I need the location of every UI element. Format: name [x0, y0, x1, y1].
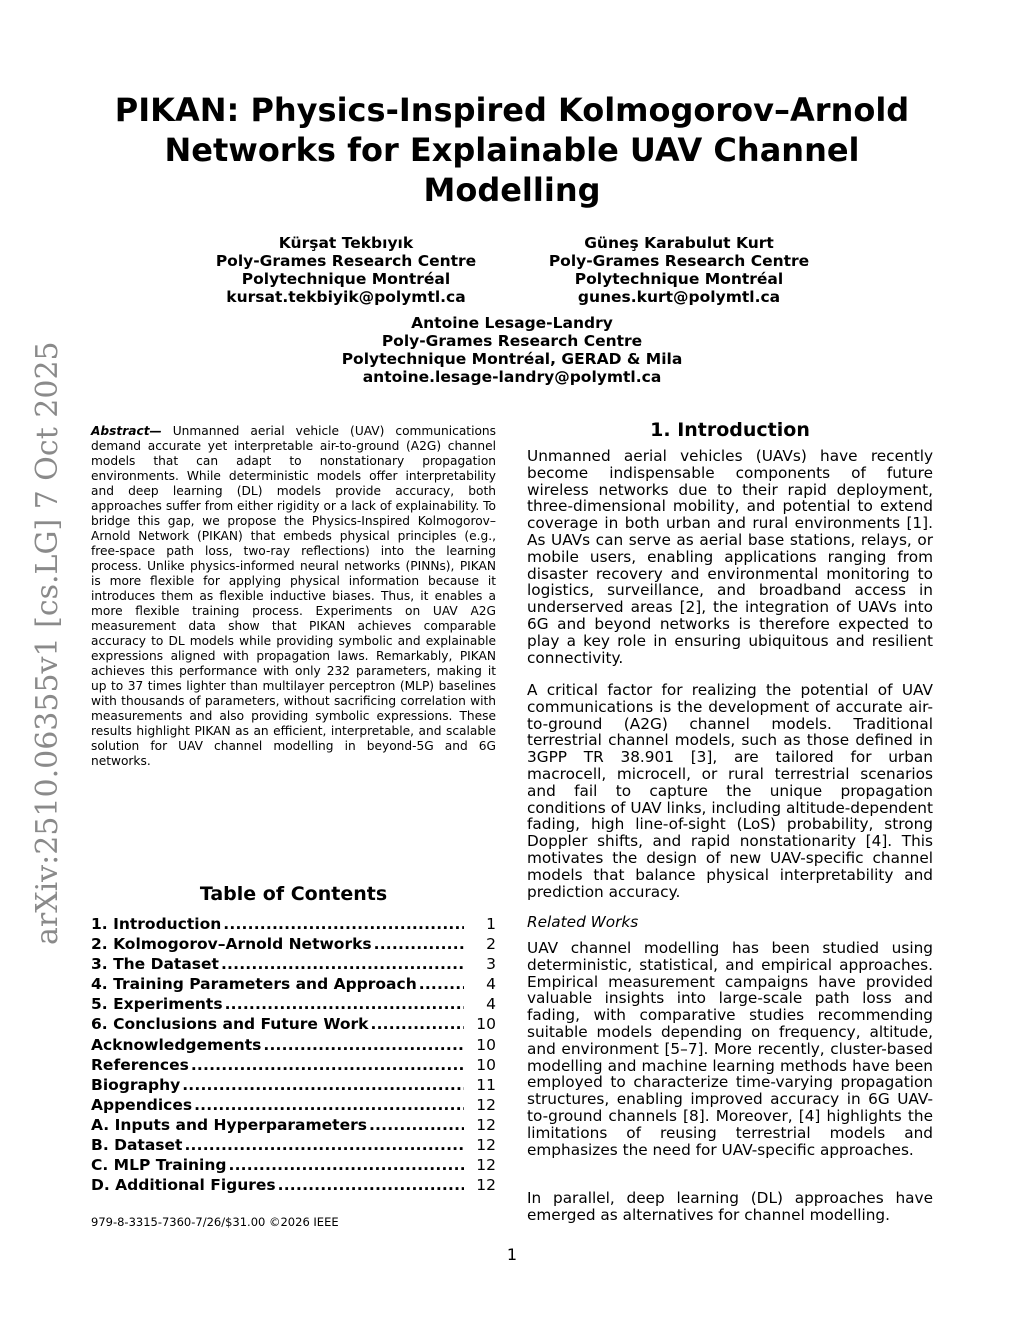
- toc-leader: [221, 954, 464, 974]
- abstract: [91, 424, 496, 769]
- toc-entry-label: 5. Experiments: [91, 995, 223, 1014]
- toc-leader: [184, 1135, 464, 1155]
- author-name: Güneş Karabulut Kurt: [584, 234, 774, 252]
- toc-entry-experiments[interactable]: [91, 994, 496, 1014]
- author-institution: Polytechnique Montréal: [574, 270, 784, 288]
- toc-entry-page: 12: [476, 1095, 496, 1114]
- related-works-paragraph: UAV channel modelling has been studied using deterministic, statistical, and empirical approaches. Empirical measurement campaigns have provided valuable insights into large-scale path loss and fading, with comparative studies recommending suitable models depending on frequency, altitude, and environment [5–7]. More recently, cluster-based modelling and machine learning methods have been employed to characterize time-varying propagation structures, enabling improved accuracy in 6G UAV-to-ground channels [8]. Moreover, [4] highlights the limitations of reusing terrestrial models and emphasizes the need for UAV-specific approaches.: [527, 939, 933, 1159]
- toc-entry-references[interactable]: [91, 1055, 496, 1075]
- author-name: Antoine Lesage-Landry: [411, 314, 613, 332]
- table-of-contents: [91, 914, 496, 1195]
- toc-leader: [228, 1155, 464, 1175]
- toc-entry-kan[interactable]: [91, 934, 496, 954]
- abstract-text: Unmanned aerial vehicle (UAV) communications demand accurate yet interpretable air-to-ground (A2G) channel models that can adapt to nonstationary propagation environments. While deterministic models offer interpretability and deep learning (DL) models provide accuracy, both approaches suffer from either rigidity or a lack of explainability. To bridge this gap, we propose the Physics-Inspired Kolmogorov–Arnold Network (PIKAN) that embeds physical principles (e.g., free-space path loss, two-ray reflections) into the learning process. Unlike physics-informed neural networks (PINNs), PIKAN is more flexible for applying physical information because it introduces them as flexible inductive biases. Thus, it enables a more flexible training process. Experiments on UAV A2G measurement data show that PIKAN achieves comparable accuracy to DL models while providing symbolic and explainable expressions aligned with propagation laws. Remarkably, PIKAN achieves this performance with only 232 parameters, making it up to 37 times lighter than multilayer perceptron (MLP) baselines with thousands of parameters, without sacrificing correlation with measurements and also providing symbolic expressions. These results highlight PIKAN as an efficient, interpretable, and scalable solution for UAV channel modelling in beyond-5G and 6G networks.: [91, 424, 496, 768]
- toc-leader: [371, 1014, 465, 1034]
- author-institution: Polytechnique Montréal: [241, 270, 451, 288]
- toc-entry-inputs[interactable]: [91, 1115, 496, 1135]
- related-works-heading: Related Works: [527, 913, 639, 931]
- toc-entry-label: C. MLP Training: [91, 1156, 227, 1175]
- toc-entry-page: 10: [476, 1015, 496, 1034]
- author-email: antoine.lesage-landry@polymtl.ca: [362, 368, 662, 386]
- author-affiliation: Poly-Grames Research Centre: [548, 252, 810, 270]
- toc-entry-label: 2. Kolmogorov–Arnold Networks: [91, 935, 372, 954]
- author-affiliation: Poly-Grames Research Centre: [215, 252, 477, 270]
- toc-entry-page: 12: [476, 1176, 496, 1195]
- toc-entry-figures[interactable]: [91, 1175, 496, 1195]
- toc-leader: [374, 934, 464, 954]
- toc-entry-page: 3: [486, 955, 496, 974]
- copyright-notice: 979-8-3315-7360-7/26/$31.00 ©2026 IEEE: [91, 1215, 339, 1229]
- toc-leader: [223, 914, 464, 934]
- toc-leader: [369, 1115, 464, 1135]
- toc-leader: [182, 1075, 464, 1095]
- toc-entry-mlp[interactable]: [91, 1155, 496, 1175]
- toc-entry-conclusions[interactable]: [91, 1014, 496, 1034]
- toc-entry-page: 12: [476, 1136, 496, 1155]
- toc-entry-label: D. Additional Figures: [91, 1176, 276, 1195]
- related-works-paragraph: In parallel, deep learning (DL) approaches have emerged as alternatives for channel modelling.: [527, 1189, 933, 1224]
- toc-entry-b-dataset[interactable]: [91, 1135, 496, 1155]
- toc-entry-label: Biography: [91, 1075, 181, 1094]
- abstract-label: Abstract—: [91, 424, 162, 438]
- section-heading-introduction: 1. Introduction: [650, 419, 810, 441]
- toc-entry-label: A. Inputs and Hyperparameters: [91, 1115, 367, 1134]
- author-block-1: [186, 234, 506, 306]
- toc-entry-training[interactable]: [91, 974, 496, 994]
- author-affiliation: Poly-Grames Research Centre: [381, 332, 643, 350]
- toc-entry-page: 10: [476, 1055, 496, 1074]
- author-institution: Polytechnique Montréal, GERAD & Mila: [341, 350, 683, 368]
- toc-entry-page: 1: [486, 915, 496, 933]
- toc-entry-label: 3. The Dataset: [91, 955, 219, 974]
- toc-entry-page: 10: [476, 1035, 496, 1054]
- paper-title: PIKAN: Physics-Inspired Kolmogorov–Arnold Networks for Explainable UAV Channel Modelling: [114, 91, 910, 209]
- toc-leader: [263, 1035, 464, 1055]
- toc-entry-page: 4: [486, 975, 496, 994]
- toc-entry-acknowledgements[interactable]: [91, 1035, 496, 1055]
- toc-entry-label: 1. Introduction: [91, 915, 222, 933]
- author-name: Kürşat Tekbıyık: [278, 234, 414, 252]
- toc-entry-dataset[interactable]: [91, 954, 496, 974]
- toc-entry-label: B. Dataset: [91, 1136, 183, 1155]
- author-email: gunes.kurt@polymtl.ca: [577, 288, 781, 306]
- toc-entry-introduction[interactable]: [91, 914, 496, 934]
- toc-leader: [225, 994, 464, 1014]
- author-email: kursat.tekbiyik@polymtl.ca: [226, 288, 466, 306]
- intro-paragraph: A critical factor for realizing the potential of UAV communications is the development of accurate air-to-ground (A2G) channel models. Traditional terrestrial channel models, such as those defined in 3GPP TR 38.901 [3], are tailored for urban macrocell, microcell, or rural terrestrial scenarios and fail to capture the unique propagation conditions of UAV links, including altitude-dependent fading, high line-of-sight (LoS) probability, strong Doppler shifts, and rapid nonstationarity [4]. This motivates the design of new UAV-specific channel models that balance physical interpretability and prediction accuracy.: [527, 681, 933, 901]
- toc-entry-biography[interactable]: [91, 1075, 496, 1095]
- toc-leader: [278, 1175, 464, 1195]
- toc-entry-page: 2: [486, 935, 496, 954]
- toc-entry-label: 4. Training Parameters and Approach: [91, 975, 417, 994]
- toc-entry-page: 12: [476, 1115, 496, 1134]
- toc-entry-label: Appendices: [91, 1095, 193, 1114]
- intro-paragraph: Unmanned aerial vehicles (UAVs) have recently become indispensable components of future wireless networks due to their rapid deployment, three-dimensional mobility, and potential to extend coverage in both urban and rural environments [1]. As UAVs can serve as aerial base stations, relays, or mobile users, enabling applications ranging from disaster recovery and environmental monitoring to logistics, surveillance, and broadband access in underserved areas [2], the integration of UAVs into 6G and beyond networks is therefore expected to play a key role in ensuring ubiquitous and resilient connectivity.: [527, 447, 933, 667]
- author-block-2: [519, 234, 839, 306]
- toc-title: Table of Contents: [199, 883, 388, 905]
- toc-leader: [191, 1055, 464, 1075]
- toc-entry-appendices[interactable]: [91, 1095, 496, 1115]
- toc-leader: [419, 974, 464, 994]
- toc-entry-label: References: [91, 1055, 189, 1074]
- page-number: 1: [506, 1245, 518, 1264]
- arxiv-identifier: arXiv:2510.06355v1 [cs.LG] 7 Oct 2025: [30, 341, 65, 945]
- toc-entry-page: 11: [476, 1075, 496, 1094]
- toc-entry-page: 4: [486, 995, 496, 1014]
- toc-entry-page: 12: [476, 1156, 496, 1175]
- toc-entry-label: 6. Conclusions and Future Work: [91, 1015, 369, 1034]
- author-block-3: [262, 314, 762, 386]
- toc-entry-label: Acknowledgements: [91, 1035, 262, 1054]
- toc-leader: [194, 1095, 464, 1115]
